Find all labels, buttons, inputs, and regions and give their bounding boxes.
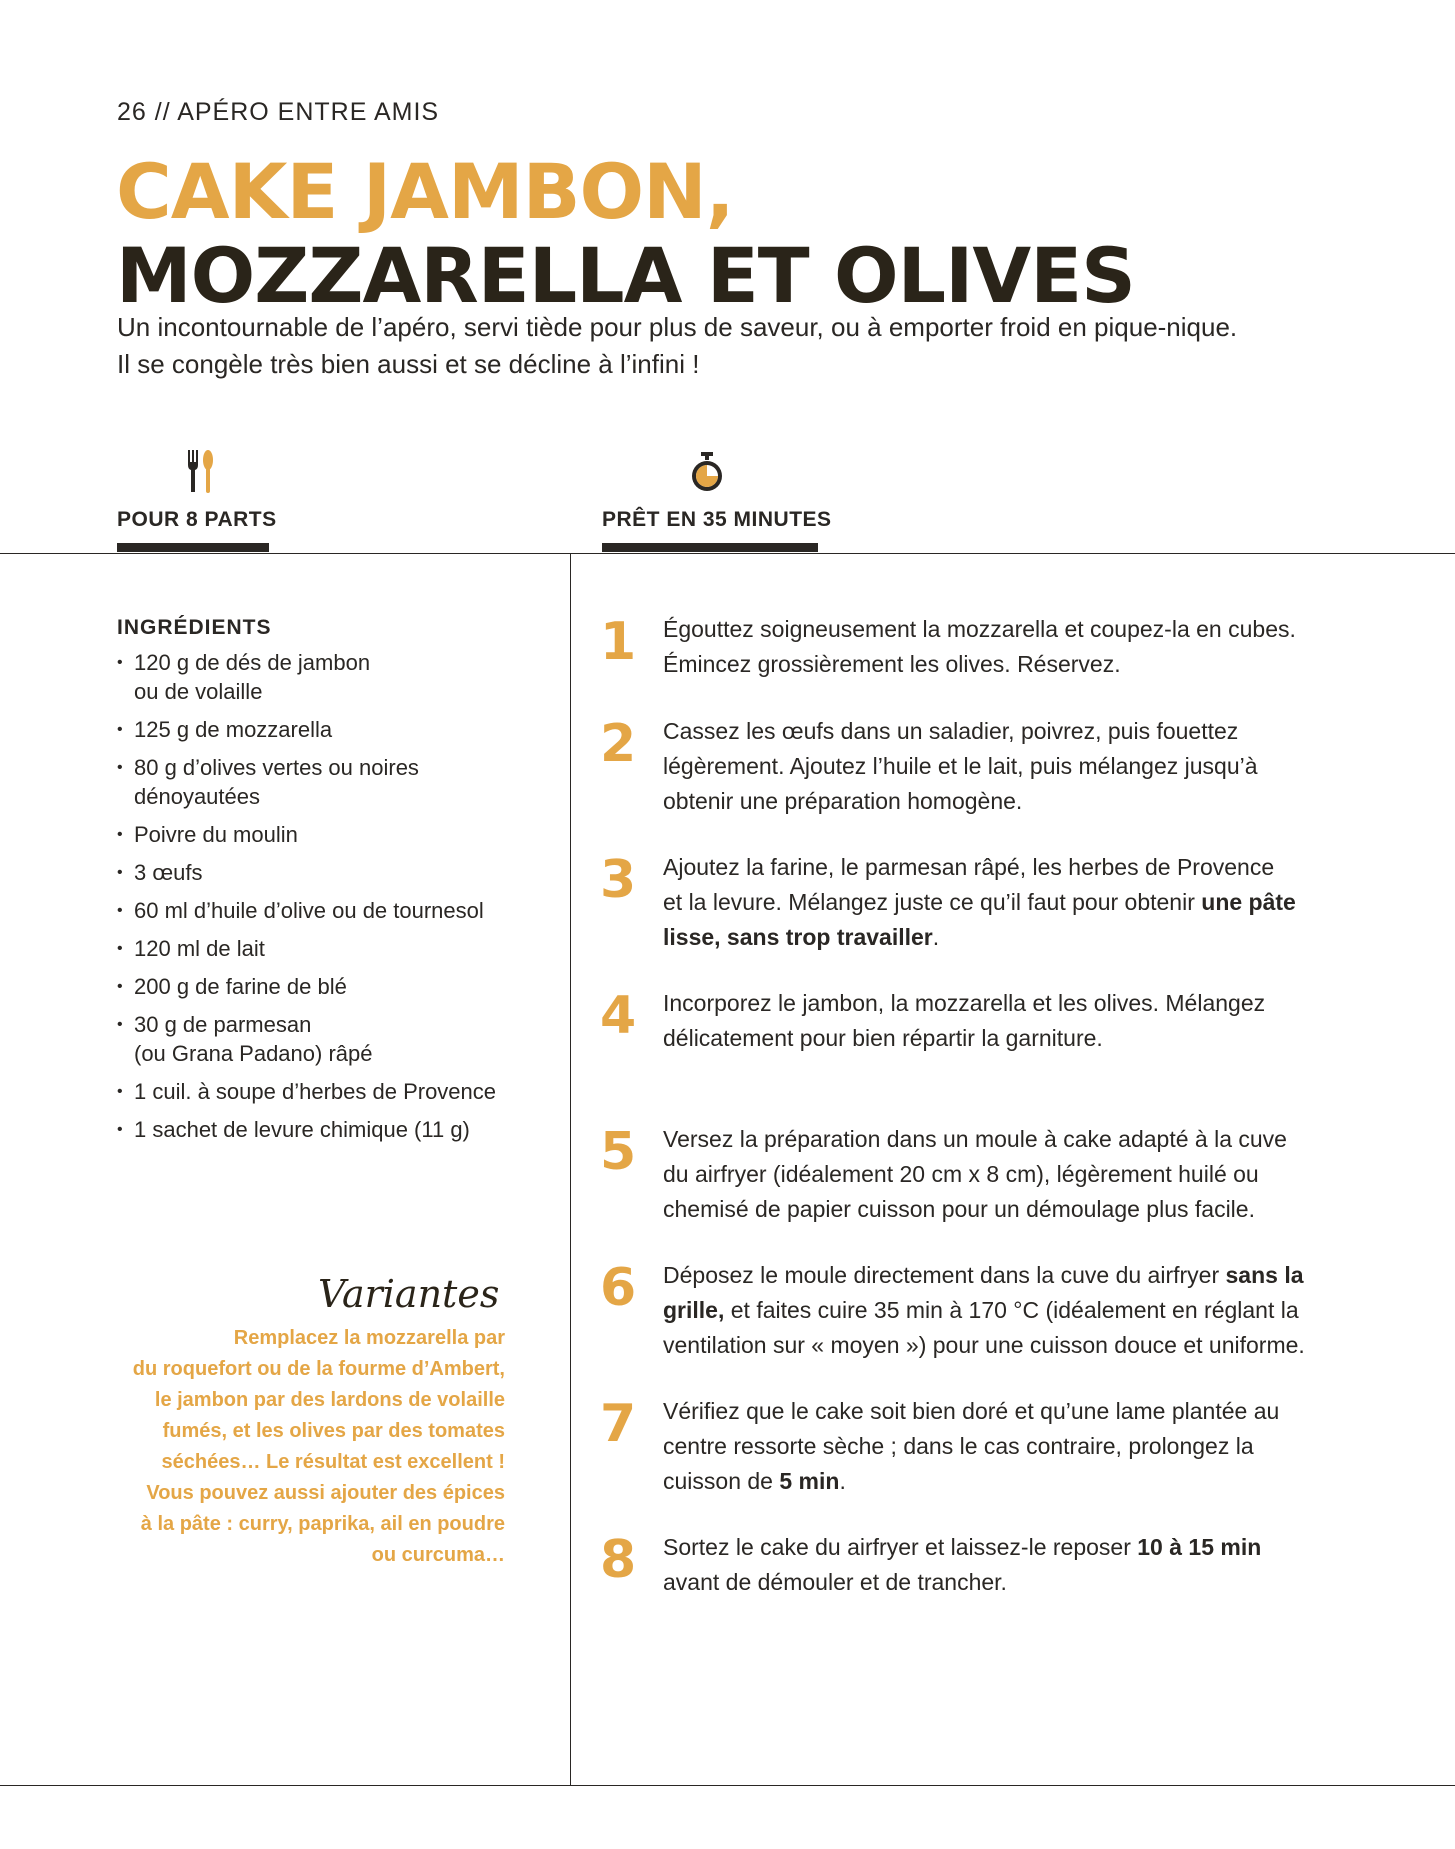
- step-number: 7: [600, 1394, 637, 1454]
- variantes-line: fumés, et les olives par des tomates: [162, 1420, 505, 1442]
- step-number: 1: [600, 612, 637, 672]
- variantes-line: Remplacez la mozzarella par: [233, 1327, 505, 1349]
- step-emphasis: lisse, sans trop travailler: [663, 924, 933, 950]
- step-text-segment: chemisé de papier cuisson pour un démoulage plus facile.: [663, 1196, 1255, 1222]
- step-text-segment: légèrement. Ajoutez l’huile et le lait, puis mélangez jusqu’à: [663, 753, 1258, 779]
- step-text: [663, 850, 1340, 955]
- ingredient-text: • 60 ml d’huile d’olive ou de tournesol: [134, 898, 484, 923]
- ingredient-item: [117, 820, 557, 849]
- step-emphasis: 5 min: [779, 1468, 840, 1494]
- step-line: [663, 850, 1340, 885]
- ingredient-text: • 120 ml de lait: [134, 936, 265, 961]
- cutlery-icon: [185, 448, 215, 501]
- ingredient-text: (ou Grana Padano) râpé: [134, 1041, 373, 1066]
- step-text: [663, 1530, 1340, 1600]
- step-text-segment: et faites cuire 35 min à 170 °C (idéalement en réglant la: [724, 1297, 1299, 1323]
- step-text-segment: Ajoutez la farine, le parmesan râpé, les herbes de Provence: [663, 854, 1275, 880]
- step-text-segment: .: [932, 924, 940, 950]
- ingredient-text: dénoyautées: [134, 784, 260, 809]
- step-number: 4: [600, 986, 637, 1046]
- step-line: [663, 1293, 1340, 1328]
- variantes-line: Vous pouvez aussi ajouter des épices: [146, 1482, 505, 1504]
- servings-underline: [117, 543, 269, 552]
- variantes-line: ou curcuma…: [371, 1544, 505, 1566]
- step-text-segment: délicatement pour bien répartir la garniture.: [663, 1025, 1103, 1051]
- ingredient-text: • Poivre du moulin: [134, 822, 298, 847]
- ingredient-item: [117, 1010, 557, 1068]
- divider-bottom: [0, 1785, 1455, 1786]
- title-line-2: MOZZARELLA ET OLIVES: [116, 231, 1135, 320]
- ingredient-item: [117, 1077, 557, 1106]
- step-line: [663, 1122, 1340, 1157]
- stopwatch-icon: [688, 452, 726, 499]
- step-text-segment: Émincez grossièrement les olives. Réservez.: [663, 651, 1121, 677]
- step-text: [663, 714, 1340, 819]
- variantes-text: [90, 1323, 505, 1571]
- step-number: 5: [600, 1122, 637, 1182]
- step-text: [663, 986, 1340, 1056]
- ingredient-item: [117, 858, 557, 887]
- step-number: 3: [600, 850, 637, 910]
- step-text-segment: Vérifiez que le cake soit bien doré et qu’une lame plantée au: [663, 1398, 1280, 1424]
- ingredients-list: [117, 648, 557, 1153]
- ingredient-item: [117, 934, 557, 963]
- step-text-segment: et la levure. Mélangez juste ce qu’il faut pour obtenir: [663, 889, 1202, 915]
- step-line: [663, 986, 1340, 1021]
- step-text-segment: obtenir une préparation homogène.: [663, 788, 1023, 814]
- intro-line: Un incontournable de l’apéro, servi tiède pour plus de saveur, ou à emporter froid en pique-nique.: [117, 312, 1238, 342]
- time-underline: [602, 543, 818, 552]
- step-text: [663, 1258, 1340, 1363]
- time-label: PRÊT EN 35 MINUTES: [602, 508, 832, 531]
- servings-label: POUR 8 PARTS: [117, 508, 277, 531]
- ingredient-text: • 1 sachet de levure chimique (11 g): [134, 1117, 470, 1142]
- step-emphasis: une pâte: [1201, 889, 1296, 915]
- step-text-segment: Versez la préparation dans un moule à cake adapté à la cuve: [663, 1126, 1287, 1152]
- variantes-line: séchées… Le résultat est excellent !: [161, 1451, 505, 1473]
- step-text-segment: avant de démouler et de trancher.: [663, 1569, 1007, 1595]
- step-line: [663, 612, 1340, 647]
- step-emphasis: sans la: [1225, 1262, 1304, 1288]
- step-text-segment: ventilation sur « moyen ») pour une cuisson douce et uniforme.: [663, 1332, 1305, 1358]
- ingredient-text: • 200 g de farine de blé: [134, 974, 347, 999]
- step-text-segment: Cassez les œufs dans un saladier, poivrez, puis fouettez: [663, 718, 1239, 744]
- step-text-segment: Égouttez soigneusement la mozzarella et coupez-la en cubes.: [663, 616, 1296, 642]
- ingredient-text: • 1 cuil. à soupe d’herbes de Provence: [134, 1079, 497, 1104]
- variantes-line: le jambon par des lardons de volaille: [154, 1389, 505, 1411]
- ingredient-text: ou de volaille: [134, 679, 263, 704]
- ingredients-title: INGRÉDIENTS: [117, 616, 272, 639]
- variantes-line: à la pâte : curry, paprika, ail en poudre: [140, 1513, 505, 1535]
- column-divider: [570, 553, 571, 1786]
- step-text-segment: centre ressorte sèche ; dans le cas contraire, prolongez la: [663, 1433, 1254, 1459]
- step-number: 8: [600, 1530, 637, 1590]
- step-text-segment: cuisson de: [663, 1468, 780, 1494]
- step-line: [663, 1530, 1340, 1565]
- page-header: 26 // APÉRO ENTRE AMIS: [117, 98, 440, 126]
- recipe-title: [116, 147, 1135, 320]
- divider-top: [0, 553, 1455, 554]
- step-line: [663, 1394, 1340, 1429]
- ingredient-item: [117, 972, 557, 1001]
- step-line: [663, 885, 1340, 920]
- recipe-intro: [117, 309, 1357, 383]
- step-number: 6: [600, 1258, 637, 1318]
- step-line: [663, 1565, 1340, 1600]
- step-emphasis: grille,: [663, 1297, 725, 1323]
- step-text: [663, 1122, 1340, 1227]
- step-line: [663, 1464, 1340, 1499]
- step-text-segment: Incorporez le jambon, la mozzarella et les olives. Mélangez: [663, 990, 1266, 1016]
- ingredient-text: • 125 g de mozzarella: [134, 717, 333, 742]
- step-text-segment: du airfryer (idéalement 20 cm x 8 cm), légèrement huilé ou: [663, 1161, 1259, 1187]
- step-line: [663, 1192, 1340, 1227]
- step-line: [663, 647, 1340, 682]
- step-line: [663, 1328, 1340, 1363]
- step-number: 2: [600, 714, 637, 774]
- ingredient-item: [117, 1115, 557, 1144]
- ingredient-item: [117, 753, 557, 811]
- title-line-1: CAKE JAMBON,: [116, 147, 734, 236]
- step-line: [663, 1157, 1340, 1192]
- intro-line: Il se congèle très bien aussi et se décline à l’infini !: [117, 349, 700, 379]
- step-text-segment: Déposez le moule directement dans la cuve du airfryer: [663, 1262, 1226, 1288]
- step-emphasis: 10 à 15 min: [1137, 1534, 1262, 1560]
- step-line: [663, 749, 1340, 784]
- variantes-title: Variantes: [318, 1272, 500, 1316]
- step-line: [663, 920, 1340, 955]
- variantes-line: du roquefort ou de la fourme d’Ambert,: [132, 1358, 505, 1380]
- step-text-segment: Sortez le cake du airfryer et laissez-le reposer: [663, 1534, 1138, 1560]
- ingredient-text: • 120 g de dés de jambon: [134, 650, 371, 675]
- step-text: [663, 1394, 1340, 1499]
- step-text: [663, 612, 1340, 682]
- step-line: [663, 1429, 1340, 1464]
- step-line: [663, 1258, 1340, 1293]
- ingredient-text: • 30 g de parmesan: [134, 1012, 312, 1037]
- step-line: [663, 714, 1340, 749]
- step-line: [663, 784, 1340, 819]
- ingredient-item: [117, 896, 557, 925]
- ingredient-text: • 3 œufs: [134, 860, 203, 885]
- ingredient-item: [117, 715, 557, 744]
- ingredient-text: • 80 g d’olives vertes ou noires: [134, 755, 419, 780]
- step-text-segment: .: [839, 1468, 846, 1494]
- ingredient-item: [117, 648, 557, 706]
- step-line: [663, 1021, 1340, 1056]
